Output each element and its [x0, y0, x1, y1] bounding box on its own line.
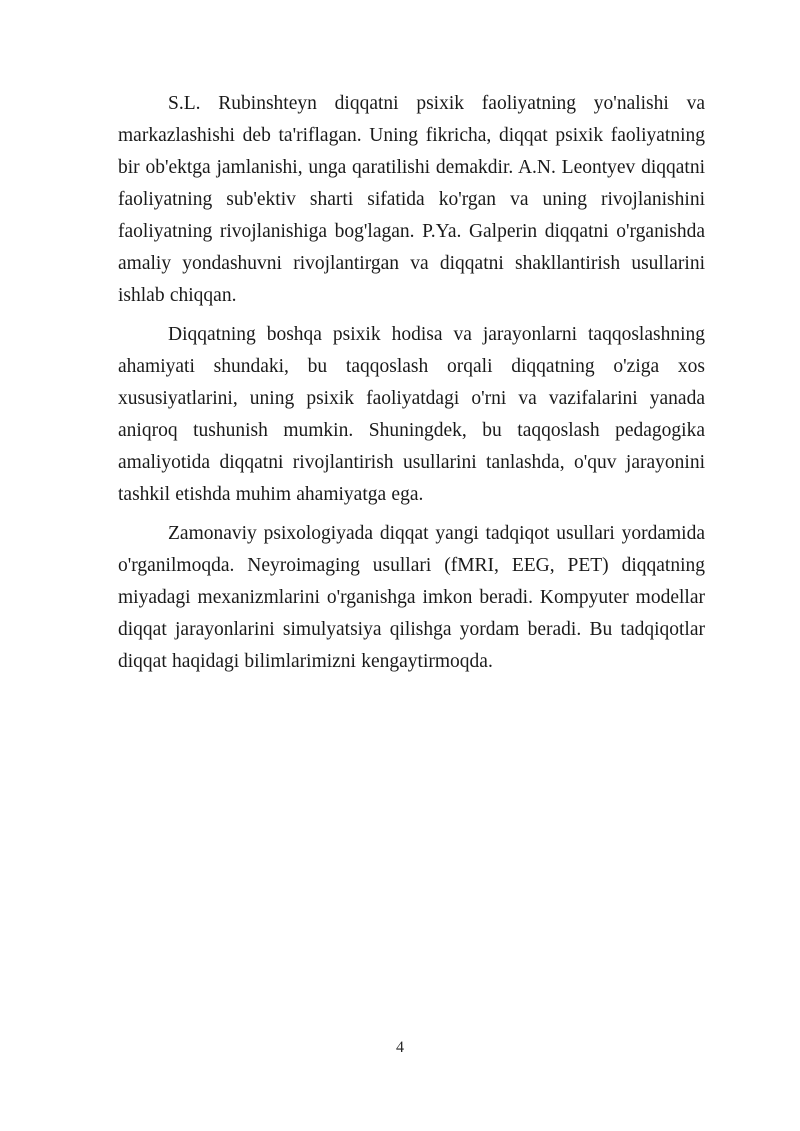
page-number: 4 [396, 1039, 404, 1056]
paragraph-2: Diqqatning boshqa psixik hodisa va jarayonlarni taqqoslashning ahamiyati shundaki, bu taqqoslash orqali diqqatning o'ziga xos xususiyatlarini, uning psixik faoliyatdagi o'rni va vazifalarini yanada aniqroq tushunish mumkin. Shuningdek, bu taqqoslash pedagogika amaliyotida diqqatni rivojlantirish usullarini tanlashda, o'quv jarayonini tashkil etishda muhim ahamiyatga ega. [118, 324, 705, 505]
document-body [118, 88, 705, 678]
paragraph-1: S.L. Rubinshteyn diqqatni psixik faoliyatning yo'nalishi va markazlashishi deb ta'riflagan. Uning fikricha, diqqat psixik faoliyatning bir ob'ektga jamlanishi, unga qaratilishi demakdir. A.N. Leontyev diqqatni faoliyatning sub'ektiv sharti sifatida ko'rgan va uning rivojlanishini faoliyatning rivojlanishiga bog'lagan. P.Ya. Galperin diqqatni o'rganishda amaliy yondashuvni rivojlantirgan va diqqatni shakllantirish usullarini ishlab chiqqan. [118, 93, 705, 306]
paragraph-3: Zamonaviy psixologiyada diqqat yangi tadqiqot usullari yordamida o'rganilmoqda. Neyroimaging usullari (fMRI, EEG, PET) diqqatning miyadagi mexanizmlarini o'rganishga imkon beradi. Kompyuter modellar diqqat jarayonlarini simulyatsiya qilishga yordam beradi. Bu tadqiqotlar diqqat haqidagi bilimlarimizni kengaytirmoqda. [118, 523, 705, 672]
